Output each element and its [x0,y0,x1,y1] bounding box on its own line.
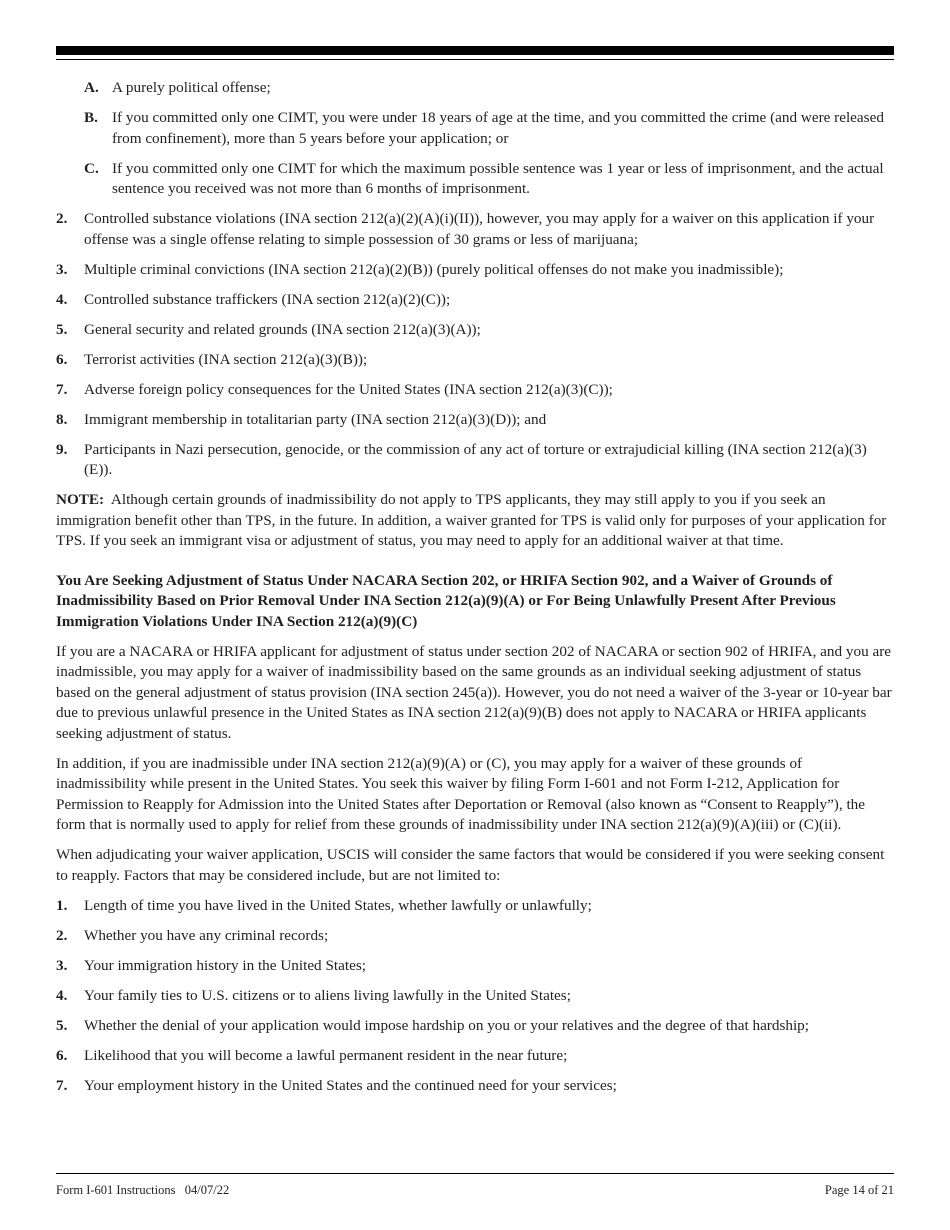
list-item [56,380,894,401]
factor-number: 2. [56,926,68,944]
document-page [56,0,894,1230]
form-identifier: Form I-601 Instructions 04/07/22 [56,1183,230,1197]
body-paragraph: In addition, if you are inadmissible under INA section 212(a)(9)(A) or (C), you may apply for a waiver of these grounds of inadmissibility while present in the United States. You seek this waiver by filing Form I-601 and not Form I-212, Application for Permission to Reapply for Admission into the United States after Deportation or Removal (also known as “Consent to Reapply”), the form that is normally used to apply for relief from these grounds of inadmissibility under INA section 212(a)(9)(A)(iii) or (C)(ii). [56,754,866,833]
sub-item-label: A. [84,79,99,96]
body-paragraph: When adjudicating your waiver application, USCIS will consider the same factors that would be considered if you were seeking consent to reapply. Factors that may be considered include, but are not limited to: [56,846,885,884]
sub-item-a [56,78,894,99]
note-text: Although certain grounds of inadmissibility do not apply to TPS applicants, they may still apply to you if you seek an immigration benefit other than TPS, in the future. In addition, a waiver granted for TPS is valid only for purposes of your application for TPS. If you seek an immigrant visa or adjustment of status, you may need to apply for an additional waiver at that time. [56,491,887,549]
list-item-number: 3. [56,260,68,278]
factor-number: 1. [56,896,68,914]
footer-rule [56,1173,894,1174]
factor-item [56,986,894,1007]
sub-item-text: If you committed only one CIMT, you were under 18 years of age at the time, and you committed the crime (and were released from confinement), more than 5 years before your application; or [112,109,884,147]
list-item-text: Multiple criminal convictions (INA section 212(a)(2)(B)) (purely political offenses do not make you inadmissible); [84,260,784,278]
factor-number: 6. [56,1046,68,1064]
body-paragraph: If you are a NACARA or HRIFA applicant for adjustment of status under section 202 of NACARA or section 902 of HRIFA, and you are inadmissible, you may apply for a waiver of inadmissibility based on the same grounds as an individual seeking adjustment of status based on the general adjustment of status provision (INA section 245(a)). However, you do not need a waiver of the 3-year or 10-year bar due to previous unlawful presence in the United States as INA section 212(a)(9)(B) does not apply to NACARA or HRIFA applicants seeking adjustment of status. [56,642,892,742]
list-item [56,209,894,250]
list-item-text: Adverse foreign policy consequences for the United States (INA section 212(a)(3)(C)); [84,380,613,398]
note-label: NOTE: [56,491,105,508]
header-rule-thin [56,59,894,60]
factor-item [56,956,894,977]
list-item-number: 9. [56,440,68,458]
list-item-number: 6. [56,350,68,368]
factor-text: Whether the denial of your application would impose hardship on you or your relatives and the degree of that hardship; [84,1016,809,1034]
page-number: Page 14 of 21 [824,1183,894,1197]
list-item [56,320,894,341]
factor-text: Your family ties to U.S. citizens or to aliens living lawfully in the United States; [84,986,571,1004]
list-item-text: Controlled substance violations (INA section 212(a)(2)(A)(i)(II)), however, you may apply for a waiver on this application if your offense was a single offense relating to simple possession of 30 grams or less of marijuana; [84,210,875,248]
factor-text: Likelihood that you will become a lawful permanent resident in the near future; [84,1046,568,1064]
factor-text: Whether you have any criminal records; [84,926,329,944]
list-item-text: General security and related grounds (INA section 212(a)(3)(A)); [84,320,481,338]
list-item-number: 5. [56,320,68,338]
factor-number: 7. [56,1076,68,1094]
factor-item [56,1046,894,1067]
section-heading: You Are Seeking Adjustment of Status Under NACARA Section 202, or HRIFA Section 902, and a Waiver of Grounds of Inadmissibility Based on Prior Removal Under INA Section 212(a)(9)(A) or For Being Unlawfully Present After Previous Immigration Violations Under INA Section 212(a)(9)(C) [56,571,836,630]
list-item-number: 2. [56,210,68,227]
list-item-text: Immigrant membership in totalitarian party (INA section 212(a)(3)(D)); and [84,410,547,428]
factor-number: 5. [56,1016,68,1034]
list-item-text: Participants in Nazi persecution, genocide, or the commission of any act of torture or extrajudicial killing (INA section 212(a)(3)(E)). [84,440,867,478]
factor-item [56,926,894,947]
list-item-text: Controlled substance traffickers (INA section 212(a)(2)(C)); [84,290,451,308]
sub-item-label: C. [84,159,99,177]
list-item-number: 7. [56,380,68,398]
factor-item [56,1076,894,1097]
factor-text: Length of time you have lived in the United States, whether lawfully or unlawfully; [84,896,592,914]
sub-item-label: B. [84,109,98,126]
list-item-number: 4. [56,290,68,308]
note-paragraph [56,490,894,552]
factor-text: Your employment history in the United States and the continued need for your services; [84,1076,617,1094]
sub-item-text: If you committed only one CIMT for which the maximum possible sentence was 1 year or less of imprisonment, and the actual sentence you received was not more than 6 months of imprisonment. [112,159,884,197]
list-item [56,410,894,431]
factor-item [56,896,894,917]
factor-number: 3. [56,956,68,974]
sub-item-text: A purely political offense; [112,79,271,96]
factor-item [56,1016,894,1037]
header-rule-thick [56,46,894,55]
list-item-text: Terrorist activities (INA section 212(a)(3)(B)); [84,350,368,368]
sub-item-c [56,159,894,200]
factor-number: 4. [56,986,68,1004]
list-item [56,440,894,481]
factor-text: Your immigration history in the United States; [84,956,366,974]
list-item-number: 8. [56,410,68,428]
page-content [56,78,894,1096]
sub-item-b [56,108,894,149]
list-item [56,350,894,371]
list-item [56,260,894,281]
list-item [56,290,894,311]
